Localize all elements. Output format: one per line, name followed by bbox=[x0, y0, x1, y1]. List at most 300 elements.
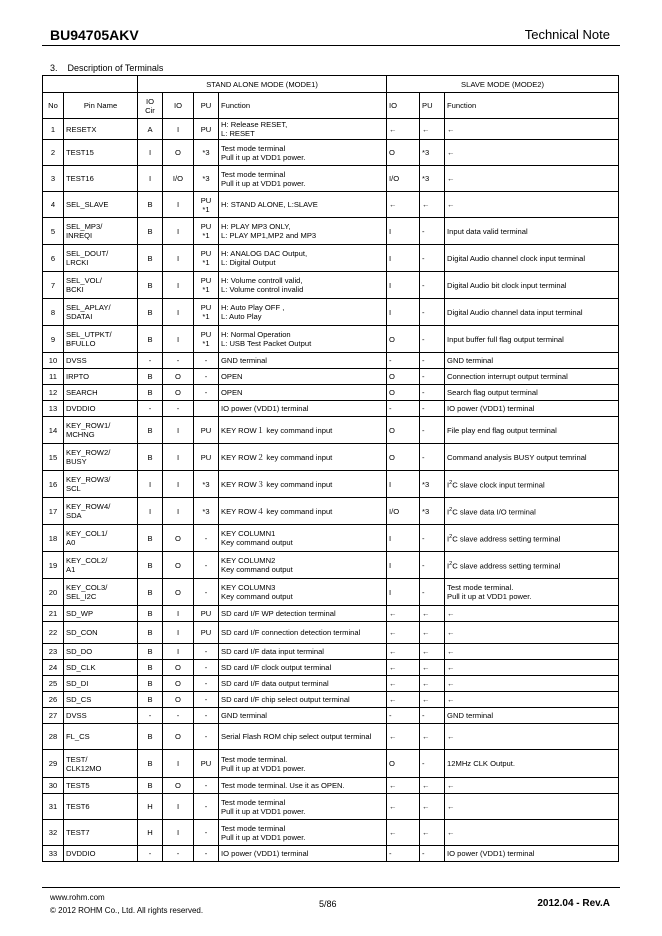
cell-pu-mode1: - bbox=[194, 676, 219, 692]
cell-pu-mode1: *3 bbox=[194, 498, 219, 525]
terminal-table bbox=[42, 75, 619, 862]
table-row bbox=[43, 385, 619, 401]
cell-function-mode1: KEY ROW３ key command input bbox=[219, 471, 387, 498]
cell-pin-name: KEY_ROW1/ MCHNG bbox=[64, 417, 138, 444]
col-header-function-mode2: Function bbox=[445, 93, 619, 119]
cell-pu-mode2: - bbox=[420, 353, 445, 369]
cell-io-cir: A bbox=[138, 119, 163, 140]
cell-io-cir: B bbox=[138, 750, 163, 778]
cell-row-number: 23 bbox=[43, 644, 64, 660]
document-title: BU94705AKV bbox=[50, 27, 139, 43]
cell-function-mode2: File play end flag output terminal bbox=[445, 417, 619, 444]
col-header-function: Function bbox=[219, 93, 387, 119]
cell-io-mode2: - bbox=[387, 846, 420, 862]
mode2-group-header: SLAVE MODE (MODE2) bbox=[387, 76, 619, 93]
cell-function-mode1: SD card I/F chip select output terminal bbox=[219, 692, 387, 708]
cell-io-mode1: I bbox=[163, 218, 194, 245]
cell-function-mode1: Test mode terminal Pull it up at VDD1 power. bbox=[219, 820, 387, 846]
cell-function-mode2: ← bbox=[445, 692, 619, 708]
cell-pin-name: DVDDIO bbox=[64, 401, 138, 417]
table-row bbox=[43, 353, 619, 369]
header-divider bbox=[42, 45, 620, 46]
cell-io-mode1: O bbox=[163, 525, 194, 552]
cell-row-number: 13 bbox=[43, 401, 64, 417]
cell-pin-name: SD_DO bbox=[64, 644, 138, 660]
cell-io-cir: H bbox=[138, 794, 163, 820]
cell-io-mode2: ← bbox=[387, 692, 420, 708]
cell-io-mode2: ← bbox=[387, 676, 420, 692]
cell-io-mode2: I bbox=[387, 299, 420, 326]
cell-pin-name: KEY_COL1/ A0 bbox=[64, 525, 138, 552]
cell-pin-name: TEST15 bbox=[64, 140, 138, 166]
table-row bbox=[43, 192, 619, 218]
cell-pu-mode1: - bbox=[194, 353, 219, 369]
cell-pu-mode2: ← bbox=[420, 794, 445, 820]
col-header-pin-name: Pin Name bbox=[64, 93, 138, 119]
cell-pu-mode1: PU bbox=[194, 750, 219, 778]
cell-pu-mode2: *3 bbox=[420, 166, 445, 192]
cell-io-mode1: I bbox=[163, 794, 194, 820]
cell-io-mode2: I bbox=[387, 525, 420, 552]
cell-row-number: 15 bbox=[43, 444, 64, 471]
table-row bbox=[43, 778, 619, 794]
cell-io-mode2: ← bbox=[387, 644, 420, 660]
cell-function-mode1: H: PLAY MP3 ONLY, L: PLAY MP1,MP2 and MP3 bbox=[219, 218, 387, 245]
cell-function-mode1: SD card I/F clock output terminal bbox=[219, 660, 387, 676]
cell-pu-mode2: - bbox=[420, 326, 445, 353]
cell-pu-mode1: - bbox=[194, 724, 219, 750]
cell-io-mode2: ← bbox=[387, 820, 420, 846]
cell-pin-name: TEST16 bbox=[64, 166, 138, 192]
cell-pin-name: SEARCH bbox=[64, 385, 138, 401]
cell-io-mode2: - bbox=[387, 401, 420, 417]
cell-io-cir: B bbox=[138, 692, 163, 708]
cell-pu-mode1: PU *1 bbox=[194, 192, 219, 218]
cell-pu-mode1: - bbox=[194, 708, 219, 724]
cell-io-mode2: O bbox=[387, 417, 420, 444]
cell-function-mode1: H: Normal Operation L: USB Test Packet Output bbox=[219, 326, 387, 353]
cell-pu-mode2: ← bbox=[420, 724, 445, 750]
cell-io-mode2: O bbox=[387, 750, 420, 778]
cell-function-mode1: H: ANALOG DAC Output, L: Digital Output bbox=[219, 245, 387, 272]
cell-pin-name: SEL_SLAVE bbox=[64, 192, 138, 218]
cell-io-cir: B bbox=[138, 778, 163, 794]
cell-pin-name: KEY_ROW4/ SDA bbox=[64, 498, 138, 525]
cell-function-mode2: Digital Audio channel data input terminal bbox=[445, 299, 619, 326]
cell-pu-mode2: ← bbox=[420, 820, 445, 846]
cell-io-cir: - bbox=[138, 401, 163, 417]
cell-io-mode1: I bbox=[163, 471, 194, 498]
cell-row-number: 3 bbox=[43, 166, 64, 192]
table-row bbox=[43, 166, 619, 192]
cell-pu-mode2: - bbox=[420, 385, 445, 401]
table-row bbox=[43, 692, 619, 708]
cell-pu-mode1: - bbox=[194, 660, 219, 676]
col-header-pu-mode2: PU bbox=[420, 93, 445, 119]
cell-io-cir: B bbox=[138, 245, 163, 272]
cell-io-cir: B bbox=[138, 369, 163, 385]
cell-pin-name: SEL_MP3/ INREQI bbox=[64, 218, 138, 245]
cell-function-mode2: 12MHz CLK Output. bbox=[445, 750, 619, 778]
cell-io-cir: B bbox=[138, 606, 163, 622]
table-row bbox=[43, 724, 619, 750]
cell-row-number: 22 bbox=[43, 622, 64, 644]
cell-function-mode2: ← bbox=[445, 644, 619, 660]
cell-function-mode2: ← bbox=[445, 724, 619, 750]
table-row bbox=[43, 750, 619, 778]
cell-pin-name: DVSS bbox=[64, 353, 138, 369]
cell-pu-mode1: - bbox=[194, 644, 219, 660]
cell-function-mode1: Test mode terminal. Use it as OPEN. bbox=[219, 778, 387, 794]
cell-row-number: 25 bbox=[43, 676, 64, 692]
cell-function-mode2: Digital Audio bit clock input terminal bbox=[445, 272, 619, 299]
table-row bbox=[43, 676, 619, 692]
cell-function-mode2: Input buffer full flag output terminal bbox=[445, 326, 619, 353]
cell-row-number: 26 bbox=[43, 692, 64, 708]
cell-io-cir: B bbox=[138, 218, 163, 245]
cell-io-cir: B bbox=[138, 660, 163, 676]
cell-pu-mode1 bbox=[194, 401, 219, 417]
cell-io-mode2: O bbox=[387, 444, 420, 471]
cell-function-mode2: ← bbox=[445, 676, 619, 692]
cell-function-mode1: OPEN bbox=[219, 369, 387, 385]
cell-io-mode2: O bbox=[387, 369, 420, 385]
cell-io-cir: - bbox=[138, 353, 163, 369]
cell-io-cir: B bbox=[138, 579, 163, 606]
cell-function-mode1: Test mode terminal Pull it up at VDD1 power. bbox=[219, 794, 387, 820]
table-row bbox=[43, 525, 619, 552]
cell-function-mode1: KEY ROW２ key command input bbox=[219, 444, 387, 471]
cell-function-mode2: ← bbox=[445, 119, 619, 140]
cell-io-mode2: ← bbox=[387, 119, 420, 140]
cell-function-mode2: $I^2C$ slave address setting terminal bbox=[445, 552, 619, 579]
cell-io-cir: B bbox=[138, 192, 163, 218]
cell-pu-mode1: PU *1 bbox=[194, 218, 219, 245]
cell-row-number: 9 bbox=[43, 326, 64, 353]
cell-io-mode1: I bbox=[163, 272, 194, 299]
cell-pu-mode2: - bbox=[420, 525, 445, 552]
cell-function-mode2: ← bbox=[445, 606, 619, 622]
cell-io-mode2: I bbox=[387, 272, 420, 299]
cell-pu-mode1: PU bbox=[194, 417, 219, 444]
document-type: Technical Note bbox=[524, 27, 610, 42]
cell-pu-mode2: *3 bbox=[420, 471, 445, 498]
cell-io-cir: B bbox=[138, 552, 163, 579]
cell-function-mode2: Search flag output terminal bbox=[445, 385, 619, 401]
table-row bbox=[43, 444, 619, 471]
cell-pin-name: FL_CS bbox=[64, 724, 138, 750]
table-row bbox=[43, 552, 619, 579]
cell-io-mode1: - bbox=[163, 353, 194, 369]
cell-row-number: 11 bbox=[43, 369, 64, 385]
cell-function-mode2: Digital Audio channel clock input terminal bbox=[445, 245, 619, 272]
cell-pu-mode1: *3 bbox=[194, 140, 219, 166]
col-header-io-cir: IO Cir bbox=[138, 93, 163, 119]
cell-io-mode2: ← bbox=[387, 192, 420, 218]
cell-row-number: 6 bbox=[43, 245, 64, 272]
cell-pin-name: SD_CS bbox=[64, 692, 138, 708]
cell-pin-name: KEY_ROW2/ BUSY bbox=[64, 444, 138, 471]
cell-io-mode2: - bbox=[387, 353, 420, 369]
cell-io-mode1: O bbox=[163, 385, 194, 401]
cell-pu-mode2: - bbox=[420, 245, 445, 272]
col-header-io-mode2: IO bbox=[387, 93, 420, 119]
cell-io-mode1: I bbox=[163, 444, 194, 471]
col-header-io: IO bbox=[163, 93, 194, 119]
cell-io-mode1: I bbox=[163, 192, 194, 218]
cell-io-mode2: I bbox=[387, 218, 420, 245]
cell-row-number: 10 bbox=[43, 353, 64, 369]
cell-io-mode1: I bbox=[163, 417, 194, 444]
cell-function-mode1: IO power (VDD1) terminal bbox=[219, 846, 387, 862]
cell-pin-name: SD_WP bbox=[64, 606, 138, 622]
cell-function-mode2: IO power (VDD1) terminal bbox=[445, 846, 619, 862]
table-row bbox=[43, 401, 619, 417]
cell-pu-mode1: PU bbox=[194, 119, 219, 140]
cell-pu-mode1: - bbox=[194, 385, 219, 401]
cell-pu-mode2: - bbox=[420, 218, 445, 245]
cell-pin-name: RESETX bbox=[64, 119, 138, 140]
cell-pu-mode1: *3 bbox=[194, 471, 219, 498]
cell-function-mode1: Serial Flash ROM chip select output terminal bbox=[219, 724, 387, 750]
cell-io-cir: H bbox=[138, 820, 163, 846]
cell-function-mode2: $I^2C$ slave clock input terminal bbox=[445, 471, 619, 498]
cell-row-number: 18 bbox=[43, 525, 64, 552]
table-row bbox=[43, 794, 619, 820]
cell-pu-mode2: *3 bbox=[420, 498, 445, 525]
cell-pu-mode1: - bbox=[194, 369, 219, 385]
cell-function-mode1: Test mode terminal. Pull it up at VDD1 power. bbox=[219, 750, 387, 778]
cell-io-mode2: ← bbox=[387, 724, 420, 750]
cell-function-mode1: KEY COLUMN3 Key command output bbox=[219, 579, 387, 606]
cell-function-mode2: ← bbox=[445, 660, 619, 676]
cell-function-mode1: H: STAND ALONE, L:SLAVE bbox=[219, 192, 387, 218]
cell-pin-name: SD_DI bbox=[64, 676, 138, 692]
cell-function-mode2: Test mode terminal. Pull it up at VDD1 power. bbox=[445, 579, 619, 606]
cell-row-number: 32 bbox=[43, 820, 64, 846]
cell-function-mode2: ← bbox=[445, 622, 619, 644]
cell-pu-mode1: PU *1 bbox=[194, 272, 219, 299]
cell-io-mode1: O bbox=[163, 724, 194, 750]
cell-function-mode2: $I^2C$ slave address setting terminal bbox=[445, 525, 619, 552]
cell-function-mode1: SD card I/F data output terminal bbox=[219, 676, 387, 692]
table-row bbox=[43, 498, 619, 525]
cell-io-mode1: I bbox=[163, 820, 194, 846]
cell-io-mode1: I bbox=[163, 498, 194, 525]
cell-pu-mode2: ← bbox=[420, 692, 445, 708]
cell-io-cir: B bbox=[138, 676, 163, 692]
cell-pin-name: IRPTO bbox=[64, 369, 138, 385]
mode1-group-header: STAND ALONE MODE (MODE1) bbox=[138, 76, 387, 93]
cell-row-number: 17 bbox=[43, 498, 64, 525]
cell-pu-mode1: *3 bbox=[194, 166, 219, 192]
cell-io-cir: B bbox=[138, 272, 163, 299]
table-row bbox=[43, 326, 619, 353]
cell-io-cir: B bbox=[138, 622, 163, 644]
cell-pu-mode2: ← bbox=[420, 676, 445, 692]
cell-pu-mode2: - bbox=[420, 417, 445, 444]
table-row bbox=[43, 644, 619, 660]
cell-pu-mode1: PU bbox=[194, 444, 219, 471]
cell-pin-name: DVDDIO bbox=[64, 846, 138, 862]
cell-function-mode2: ← bbox=[445, 820, 619, 846]
cell-function-mode1: H: Volume controll valid, L: Volume control invalid bbox=[219, 272, 387, 299]
cell-io-cir: B bbox=[138, 326, 163, 353]
cell-row-number: 20 bbox=[43, 579, 64, 606]
header-blank bbox=[43, 76, 138, 93]
cell-io-mode1: O bbox=[163, 660, 194, 676]
cell-io-mode1: I bbox=[163, 119, 194, 140]
cell-function-mode2: Input data valid terminal bbox=[445, 218, 619, 245]
cell-function-mode1: GND terminal bbox=[219, 353, 387, 369]
cell-pu-mode2: ← bbox=[420, 660, 445, 676]
cell-function-mode1: KEY ROW４ key command input bbox=[219, 498, 387, 525]
cell-pin-name: SD_CON bbox=[64, 622, 138, 644]
cell-pin-name: SEL_APLAY/ SDATAI bbox=[64, 299, 138, 326]
table-row bbox=[43, 299, 619, 326]
cell-function-mode2: IO power (VDD1) terminal bbox=[445, 401, 619, 417]
table-row bbox=[43, 579, 619, 606]
section-title: 3. Description of Terminals bbox=[50, 63, 164, 73]
cell-io-mode1: O bbox=[163, 579, 194, 606]
cell-row-number: 12 bbox=[43, 385, 64, 401]
cell-row-number: 24 bbox=[43, 660, 64, 676]
cell-row-number: 2 bbox=[43, 140, 64, 166]
footer-copyright: © 2012 ROHM Co., Ltd. All rights reserved. bbox=[50, 906, 204, 915]
cell-row-number: 31 bbox=[43, 794, 64, 820]
col-header-pu: PU bbox=[194, 93, 219, 119]
footer-url: www.rohm.com bbox=[50, 893, 105, 902]
cell-pu-mode1: - bbox=[194, 692, 219, 708]
cell-io-mode2: O bbox=[387, 140, 420, 166]
cell-pin-name: SEL_VOL/ BCKI bbox=[64, 272, 138, 299]
cell-function-mode2: ← bbox=[445, 140, 619, 166]
cell-function-mode1: Test mode terminal Pull it up at VDD1 power. bbox=[219, 166, 387, 192]
cell-row-number: 19 bbox=[43, 552, 64, 579]
cell-pin-name: KEY_COL2/ A1 bbox=[64, 552, 138, 579]
cell-pu-mode2: - bbox=[420, 401, 445, 417]
cell-row-number: 1 bbox=[43, 119, 64, 140]
table-row bbox=[43, 417, 619, 444]
cell-pu-mode1: PU bbox=[194, 606, 219, 622]
cell-function-mode2: GND terminal bbox=[445, 708, 619, 724]
cell-row-number: 29 bbox=[43, 750, 64, 778]
cell-io-cir: B bbox=[138, 385, 163, 401]
cell-function-mode2: Command analysis BUSY output temrinal bbox=[445, 444, 619, 471]
cell-pu-mode1: - bbox=[194, 820, 219, 846]
cell-pu-mode2: - bbox=[420, 444, 445, 471]
cell-pu-mode2: ← bbox=[420, 192, 445, 218]
cell-pu-mode2: ← bbox=[420, 119, 445, 140]
cell-pu-mode2: *3 bbox=[420, 140, 445, 166]
cell-io-mode1: I bbox=[163, 245, 194, 272]
cell-io-cir: B bbox=[138, 525, 163, 552]
cell-pu-mode1: PU *1 bbox=[194, 299, 219, 326]
cell-row-number: 21 bbox=[43, 606, 64, 622]
cell-row-number: 8 bbox=[43, 299, 64, 326]
table-row bbox=[43, 846, 619, 862]
cell-io-cir: B bbox=[138, 417, 163, 444]
cell-io-mode2: I bbox=[387, 245, 420, 272]
cell-io-mode1: O bbox=[163, 369, 194, 385]
cell-pu-mode2: - bbox=[420, 272, 445, 299]
cell-io-mode2: I bbox=[387, 552, 420, 579]
cell-function-mode2: ← bbox=[445, 778, 619, 794]
cell-function-mode2: ← bbox=[445, 794, 619, 820]
cell-io-cir: B bbox=[138, 644, 163, 660]
cell-function-mode2: Connection interrupt output terminal bbox=[445, 369, 619, 385]
cell-pu-mode1: - bbox=[194, 794, 219, 820]
cell-io-mode2: ← bbox=[387, 660, 420, 676]
table-row bbox=[43, 272, 619, 299]
cell-io-mode2: I/O bbox=[387, 498, 420, 525]
cell-pu-mode2: - bbox=[420, 846, 445, 862]
cell-io-cir: I bbox=[138, 498, 163, 525]
cell-pu-mode1: - bbox=[194, 525, 219, 552]
cell-row-number: 4 bbox=[43, 192, 64, 218]
cell-io-mode1: - bbox=[163, 401, 194, 417]
revision-date: 2012.04 - Rev.A bbox=[537, 898, 610, 909]
cell-io-mode1: I/O bbox=[163, 166, 194, 192]
cell-pu-mode1: - bbox=[194, 778, 219, 794]
cell-pu-mode2: ← bbox=[420, 644, 445, 660]
cell-pu-mode2: - bbox=[420, 552, 445, 579]
cell-pin-name: SEL_UTPKT/ BFULLO bbox=[64, 326, 138, 353]
cell-io-cir: - bbox=[138, 846, 163, 862]
cell-pu-mode2: - bbox=[420, 369, 445, 385]
cell-pu-mode1: PU *1 bbox=[194, 326, 219, 353]
cell-pin-name: TEST/ CLK12MO bbox=[64, 750, 138, 778]
cell-pu-mode2: - bbox=[420, 708, 445, 724]
cell-pu-mode2: - bbox=[420, 299, 445, 326]
cell-function-mode1: SD card I/F WP detection terminal bbox=[219, 606, 387, 622]
cell-row-number: 5 bbox=[43, 218, 64, 245]
cell-function-mode1: Test mode terminal Pull it up at VDD1 power. bbox=[219, 140, 387, 166]
cell-function-mode1: H: Release RESET, L: RESET bbox=[219, 119, 387, 140]
cell-row-number: 28 bbox=[43, 724, 64, 750]
cell-io-mode2: I bbox=[387, 471, 420, 498]
cell-io-mode2: I bbox=[387, 579, 420, 606]
cell-io-mode1: O bbox=[163, 778, 194, 794]
cell-row-number: 14 bbox=[43, 417, 64, 444]
cell-function-mode1: SD card I/F data input terminal bbox=[219, 644, 387, 660]
cell-io-mode1: I bbox=[163, 299, 194, 326]
cell-io-mode2: - bbox=[387, 708, 420, 724]
cell-pin-name: TEST5 bbox=[64, 778, 138, 794]
cell-function-mode1: SD card I/F connection detection terminal bbox=[219, 622, 387, 644]
cell-function-mode2: $I^2C$ slave data I/O terminal bbox=[445, 498, 619, 525]
cell-io-cir: I bbox=[138, 140, 163, 166]
cell-io-cir: I bbox=[138, 166, 163, 192]
cell-pin-name: TEST6 bbox=[64, 794, 138, 820]
cell-function-mode2: ← bbox=[445, 192, 619, 218]
cell-pu-mode2: ← bbox=[420, 606, 445, 622]
cell-pu-mode2: ← bbox=[420, 622, 445, 644]
cell-pin-name: KEY_ROW3/ SCL bbox=[64, 471, 138, 498]
cell-io-cir: I bbox=[138, 471, 163, 498]
cell-io-mode1: O bbox=[163, 692, 194, 708]
cell-row-number: 33 bbox=[43, 846, 64, 862]
cell-io-mode1: I bbox=[163, 326, 194, 353]
cell-pu-mode1: PU *1 bbox=[194, 245, 219, 272]
footer-divider bbox=[42, 887, 620, 888]
cell-io-mode2: ← bbox=[387, 778, 420, 794]
table-row bbox=[43, 119, 619, 140]
cell-function-mode1: KEY COLUMN2 Key command output bbox=[219, 552, 387, 579]
cell-pu-mode1: PU bbox=[194, 622, 219, 644]
cell-function-mode1: H: Auto Play OFF , L: Auto Play bbox=[219, 299, 387, 326]
cell-function-mode1: GND terminal bbox=[219, 708, 387, 724]
